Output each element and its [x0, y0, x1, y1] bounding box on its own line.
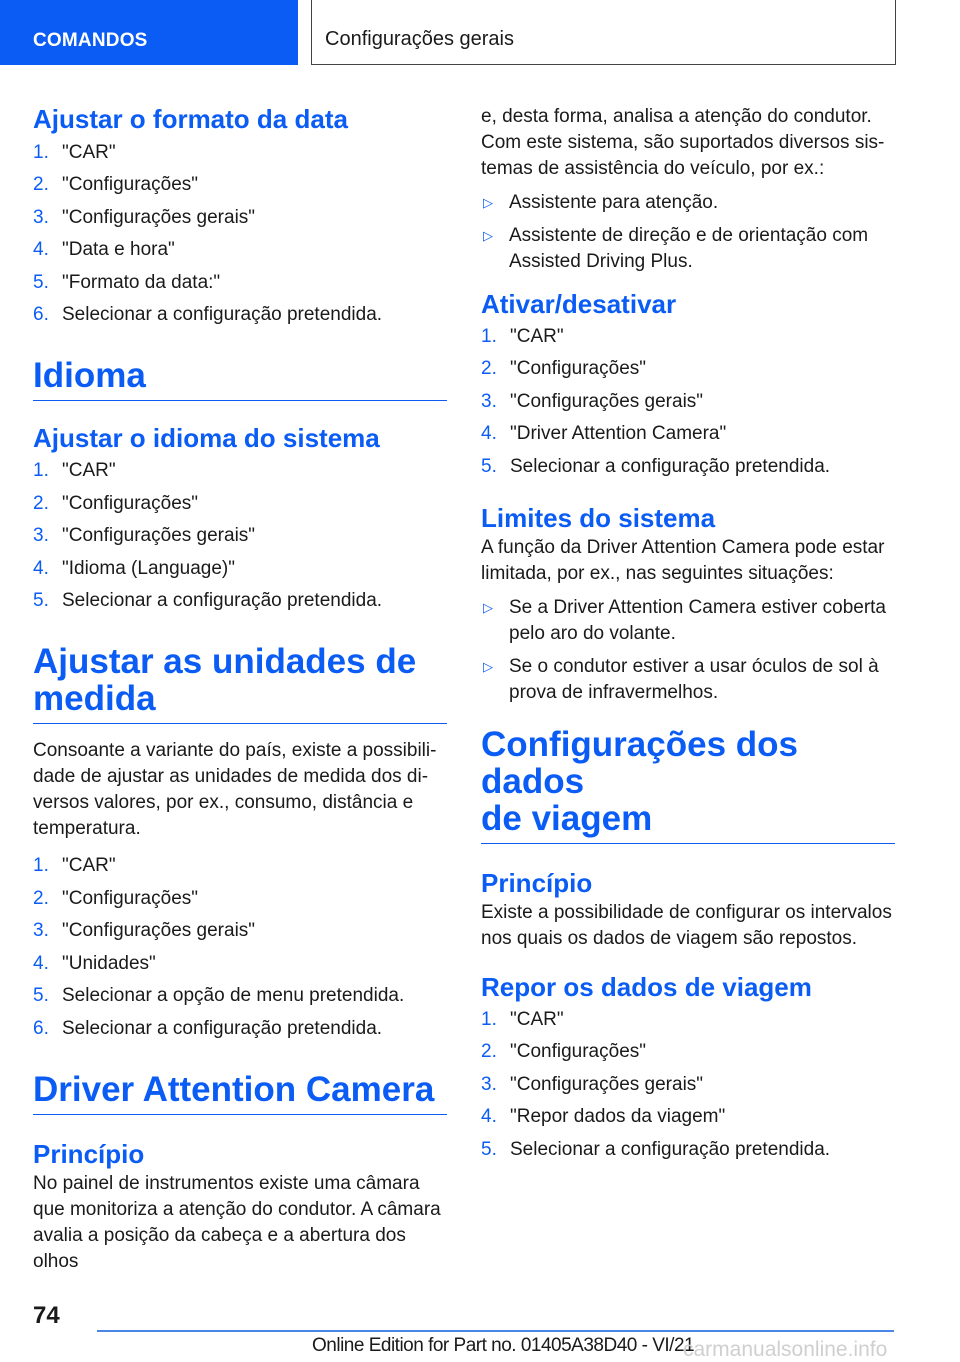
- toggle-heading: Ativar/desativar: [481, 289, 677, 319]
- right-column: [481, 100, 895, 1166]
- list-item: 1. "CAR": [481, 1009, 564, 1031]
- page-number: 74: [33, 1302, 60, 1329]
- list-item: 1. "CAR": [33, 855, 116, 877]
- list-item: 5. Selecionar a configuração pretendida.: [481, 455, 831, 477]
- list-item: 4. "Repor dados da viagem": [481, 1106, 726, 1128]
- list-item: 2. "Configurações": [481, 358, 647, 380]
- language-steps: [33, 455, 447, 617]
- trip-data-reset-steps: [481, 1004, 895, 1166]
- list-item: 2. "Configurações": [33, 887, 199, 909]
- list-item: 5. Selecionar a configuração pretendida.: [481, 1138, 831, 1160]
- edition-text: Online Edition for Part no. 01405A38D40 - VI/21: [312, 1335, 695, 1356]
- list-item: 4. "Unidades": [33, 952, 156, 974]
- list-item: 3. "Configurações gerais": [33, 525, 256, 547]
- list-item: ▷ Assistente para atenção.: [481, 190, 895, 216]
- chapter-title-box: [311, 0, 896, 65]
- list-item: 6. Selecionar a configuração pretendida.: [33, 304, 383, 326]
- chapter-title: Configurações gerais: [325, 28, 514, 50]
- driver-camera-title: Driver Attention Camera: [33, 1071, 447, 1115]
- list-item: 5. "Formato da data:": [33, 271, 221, 293]
- list-item: 4. "Driver Attention Camera": [481, 423, 727, 445]
- list-item: 1. "CAR": [33, 142, 116, 163]
- limits-list: [481, 595, 895, 706]
- list-item: 4. "Data e hora": [33, 239, 175, 261]
- list-item: 5. Selecionar a opção de menu pretendida.: [33, 985, 405, 1007]
- list-item: 2. "Configurações": [33, 174, 199, 196]
- triangle-bullet-icon: ▷: [483, 659, 493, 675]
- list-item: 5. Selecionar a configuração pretendida.: [33, 590, 383, 612]
- trip-data-title: Configurações dos dados de viagem: [481, 726, 895, 844]
- list-item: ▷ Se o condutor estiver a usar óculos de sol à prova de infravermelhos.: [483, 656, 879, 704]
- units-steps: [33, 850, 447, 1044]
- list-item: 1. "CAR": [33, 460, 116, 482]
- triangle-bullet-icon: ▷: [483, 228, 493, 243]
- assist-systems-list: [481, 190, 895, 275]
- section-tab-label: COMANDOS: [33, 30, 148, 51]
- trip-data-reset-heading: Repor os dados de viagem: [481, 972, 812, 1003]
- footer-rule: [97, 1330, 894, 1332]
- list-item: 4. "Idioma (Language)": [33, 557, 235, 579]
- driver-camera-principle-text: No painel de instrumentos existe uma câmara que monitoriza a atenção do condutor. A câmara avalia a posição da cabeça e a abertura dos olhos: [33, 1172, 441, 1272]
- units-title: Ajustar as unidades de medida: [33, 643, 447, 724]
- list-item: 1. "CAR": [481, 326, 564, 347]
- list-item: ▷ Assistente de direção e de orientação com Assisted Driving Plus.: [483, 225, 869, 272]
- list-item: ▷ Se a Driver Attention Camera estiver coberta pelo aro do volante.: [483, 597, 887, 645]
- limits-intro: A função da Driver Attention Camera pode estar limitada, por ex., nas seguintes situações:: [481, 537, 885, 585]
- language-title: Idioma: [33, 357, 447, 401]
- list-item: 6. Selecionar a configuração pretendida.: [33, 1017, 383, 1039]
- language-subheading: Ajustar o idioma do sistema: [33, 423, 380, 454]
- units-intro: Consoante a variante do país, existe a possibili- dade de ajustar as unidades de medida dos di- versos valores, por ex., consumo, distância e temperatura.: [33, 740, 437, 840]
- list-item: 2. "Configurações": [481, 1041, 647, 1063]
- date-format-steps: [33, 137, 447, 331]
- driver-camera-continuation: e, desta forma, analisa a atenção do condutor. Com este sistema, são suportados diversos sis- temas de assistência do veículo, por ex.:: [481, 106, 885, 179]
- list-item: 2. "Configurações": [33, 492, 199, 514]
- toggle-steps: [481, 321, 895, 483]
- list-item: 3. "Configurações gerais": [481, 390, 704, 412]
- triangle-bullet-icon: ▷: [483, 600, 493, 616]
- list-item: 3. "Configurações gerais": [481, 1073, 704, 1095]
- list-item: 3. "Configurações gerais": [33, 206, 256, 228]
- left-column: [33, 100, 447, 1275]
- date-format-heading: Ajustar o formato da data: [33, 104, 348, 134]
- section-tab: [0, 0, 298, 65]
- driver-camera-principle-heading: Princípio: [33, 1138, 145, 1169]
- list-item: 3. "Configurações gerais": [33, 920, 256, 942]
- triangle-bullet-icon: ▷: [483, 195, 493, 210]
- watermark: carmanualsonline.info: [683, 1338, 888, 1361]
- trip-data-principle-heading: Princípio: [481, 868, 593, 899]
- trip-data-principle-text: Existe a possibilidade de configurar os intervalos nos quais os dados de viagem são repostos.: [481, 902, 892, 950]
- limits-heading: Limites do sistema: [481, 503, 716, 534]
